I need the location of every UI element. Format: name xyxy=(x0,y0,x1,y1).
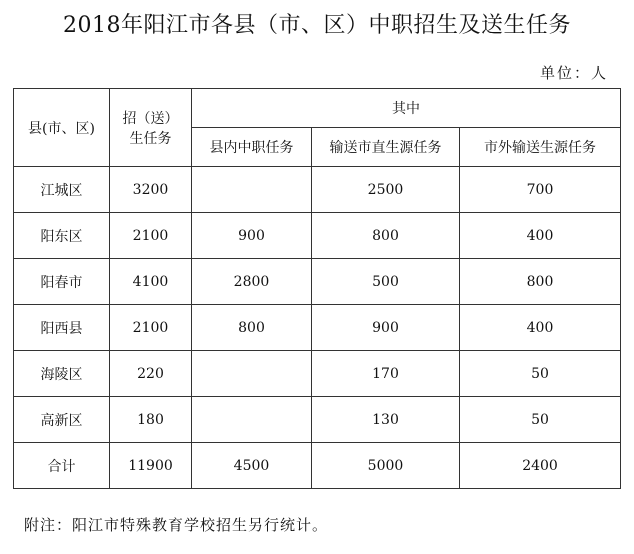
header-total xyxy=(110,89,192,167)
cell-a: 2800 xyxy=(192,259,312,305)
cell-a xyxy=(192,167,312,213)
cell-a: 900 xyxy=(192,213,312,259)
cell-total: 3200 xyxy=(110,167,192,213)
cell-total: 2100 xyxy=(110,305,192,351)
cell-county: 合计 xyxy=(14,443,110,489)
table-row xyxy=(14,213,621,259)
footnote: 附注：阳江市特殊教育学校招生另行统计。 xyxy=(24,516,329,534)
cell-total: 11900 xyxy=(110,443,192,489)
cell-b: 800 xyxy=(312,213,460,259)
cell-b: 170 xyxy=(312,351,460,397)
cell-a xyxy=(192,351,312,397)
table-row xyxy=(14,351,621,397)
header-total-line1: 招（送） xyxy=(122,110,179,127)
cell-county: 海陵区 xyxy=(14,351,110,397)
cell-a: 4500 xyxy=(192,443,312,489)
cell-a xyxy=(192,397,312,443)
cell-c: 50 xyxy=(460,351,621,397)
header-group: 其中 xyxy=(192,89,621,128)
cell-total: 4100 xyxy=(110,259,192,305)
header-col-c: 市外输送生源任务 xyxy=(460,128,621,167)
cell-total: 2100 xyxy=(110,213,192,259)
cell-c: 400 xyxy=(460,305,621,351)
enrollment-table xyxy=(13,88,621,489)
cell-b: 5000 xyxy=(312,443,460,489)
cell-total: 220 xyxy=(110,351,192,397)
cell-county: 阳西县 xyxy=(14,305,110,351)
cell-c: 700 xyxy=(460,167,621,213)
header-county: 县(市、区) xyxy=(14,89,110,167)
cell-a: 800 xyxy=(192,305,312,351)
table-row xyxy=(14,397,621,443)
cell-c: 50 xyxy=(460,397,621,443)
table-row xyxy=(14,259,621,305)
table-row xyxy=(14,167,621,213)
cell-county: 江城区 xyxy=(14,167,110,213)
cell-county: 高新区 xyxy=(14,397,110,443)
header-col-a: 县内中职任务 xyxy=(192,128,312,167)
unit-label: 单位：人 xyxy=(539,64,608,82)
cell-b: 130 xyxy=(312,397,460,443)
cell-county: 阳春市 xyxy=(14,259,110,305)
table-row xyxy=(14,305,621,351)
table-row-total xyxy=(14,443,621,489)
header-col-b: 输送市直生源任务 xyxy=(312,128,460,167)
cell-b: 500 xyxy=(312,259,460,305)
cell-c: 2400 xyxy=(460,443,621,489)
cell-c: 400 xyxy=(460,213,621,259)
cell-c: 800 xyxy=(460,259,621,305)
cell-total: 180 xyxy=(110,397,192,443)
cell-county: 阳东区 xyxy=(14,213,110,259)
cell-b: 2500 xyxy=(312,167,460,213)
document-title: 2018年阳江市各县（市、区）中职招生及送生任务 xyxy=(63,13,571,38)
header-total-line2: 生任务 xyxy=(129,130,172,147)
cell-b: 900 xyxy=(312,305,460,351)
